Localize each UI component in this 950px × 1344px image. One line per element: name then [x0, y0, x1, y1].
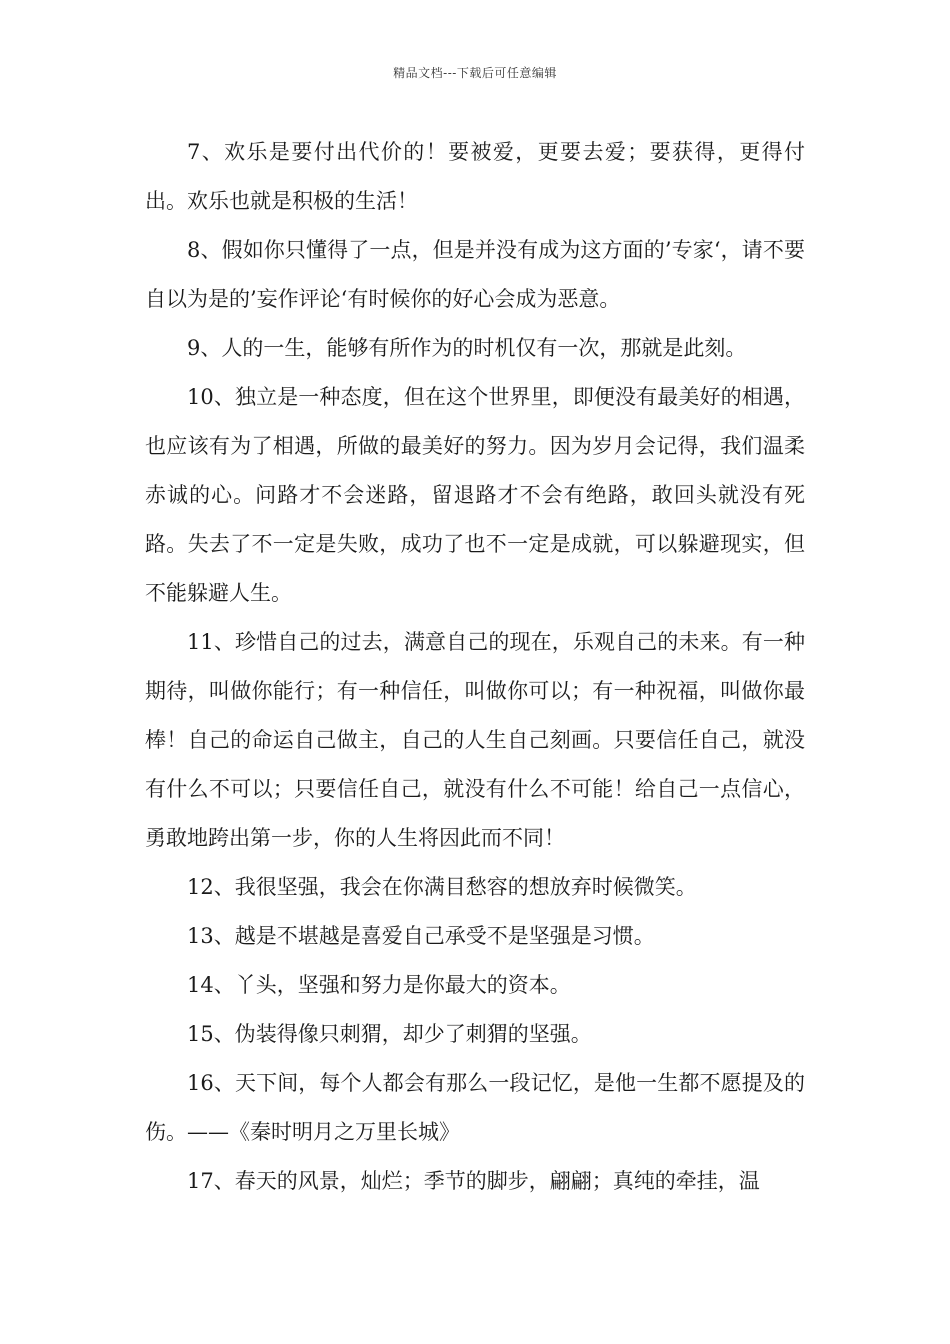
paragraph-15: 15、伪装得像只刺猬，却少了刺猬的坚强。 [187, 1022, 592, 1046]
paragraph-14: 14、丫头，坚强和努力是你最大的资本。 [187, 973, 571, 997]
paragraph-7: 7、欢乐是要付出代价的！要被爱，更要去爱；要获得，更得付出。欢乐也就是积极的生活！ [145, 140, 805, 213]
paragraph-17: 17、春天的风景，灿烂；季节的脚步，翩翩；真纯的牵挂，温 [187, 1169, 760, 1193]
paragraph-8: 8、假如你只懂得了一点，但是并没有成为这方面的’专家‘，请不要自以为是的’妄作评论‘有时候你的好心会成为恶意。 [145, 238, 805, 311]
document-body [145, 128, 805, 1206]
paragraph-11: 11、珍惜自己的过去，满意自己的现在，乐观自己的未来。有一种期待，叫做你能行；有一种信任，叫做你可以；有一种祝福，叫做你最棒！自己的命运自己做主，自己的人生自己刻画。只要信任自己，就没有什么不可以；只要信任自己，就没有什么不可能！给自己一点信心，勇敢地跨出第一步，你的人生将因此而不同！ [145, 630, 805, 850]
paragraph-12: 12、我很坚强，我会在你满目愁容的想放弃时候微笑。 [187, 875, 697, 899]
paragraph-10: 10、独立是一种态度，但在这个世界里，即便没有最美好的相遇，也应该有为了相遇，所做的最美好的努力。因为岁月会记得，我们温柔赤诚的心。问路才不会迷路，留退路才不会有绝路，敢回头就没有死路。失去了不一定是失败，成功了也不一定是成就，可以躲避现实，但不能躲避人生。 [145, 385, 805, 605]
paragraph-16: 16、天下间，每个人都会有那么一段记忆，是他一生都不愿提及的伤。——《秦时明月之万里长城》 [145, 1071, 805, 1144]
paragraph-9: 9、人的一生，能够有所作为的时机仅有一次，那就是此刻。 [187, 336, 747, 360]
page-header: 精品文档---下载后可任意编辑 [393, 66, 557, 80]
paragraph-13: 13、越是不堪越是喜爱自己承受不是坚强是习惯。 [187, 924, 655, 948]
